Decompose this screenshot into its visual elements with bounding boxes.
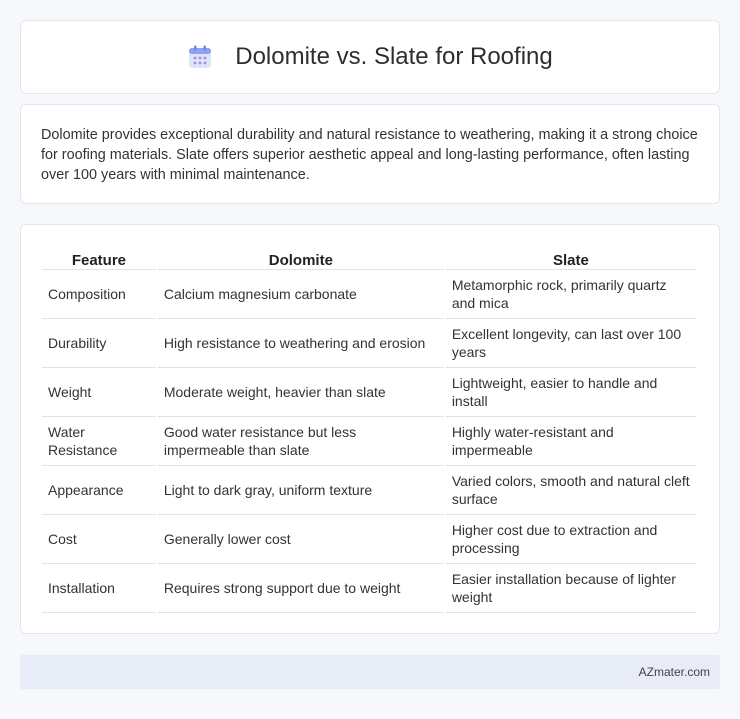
cell-dolomite: High resistance to weathering and erosion: [158, 319, 444, 368]
cell-dolomite: Light to dark gray, uniform texture: [158, 466, 444, 515]
title-card: [20, 20, 720, 94]
footer-site-name: AZmater.com: [638, 665, 710, 679]
header-slate: Slate: [446, 245, 696, 270]
cell-dolomite: Moderate weight, heavier than slate: [158, 368, 444, 417]
table-row: [42, 368, 696, 417]
table-row: [42, 417, 696, 466]
cell-feature: Water Resistance: [42, 417, 156, 466]
cell-feature: Cost: [42, 515, 156, 564]
calendar-icon: [187, 44, 213, 70]
table-row: [42, 270, 696, 319]
comparison-card: [20, 224, 720, 634]
cell-dolomite: Requires strong support due to weight: [158, 564, 444, 613]
table-row: [42, 466, 696, 515]
header-dolomite: Dolomite: [158, 245, 444, 270]
header-feature: Feature: [42, 245, 156, 270]
table-header-row: [42, 245, 696, 270]
table-row: [42, 319, 696, 368]
table-row: [42, 515, 696, 564]
comparison-table: [40, 245, 698, 613]
cell-feature: Appearance: [42, 466, 156, 515]
cell-slate: Higher cost due to extraction and processing: [446, 515, 696, 564]
cell-dolomite: Generally lower cost: [158, 515, 444, 564]
table-row: [42, 564, 696, 613]
cell-slate: Metamorphic rock, primarily quartz and mica: [446, 270, 696, 319]
cell-feature: Composition: [42, 270, 156, 319]
cell-slate: Varied colors, smooth and natural cleft surface: [446, 466, 696, 515]
footer: [20, 655, 720, 689]
intro-text: Dolomite provides exceptional durability and natural resistance to weathering, making it a strong choice for roofing materials. Slate offers superior aesthetic appeal and long-lasting performance, often lasting over 100 years with minimal maintenance.: [41, 127, 698, 183]
cell-feature: Weight: [42, 368, 156, 417]
intro-card: [20, 104, 720, 204]
cell-dolomite: Good water resistance but less impermeable than slate: [158, 417, 444, 466]
cell-slate: Lightweight, easier to handle and install: [446, 368, 696, 417]
cell-slate: Excellent longevity, can last over 100 years: [446, 319, 696, 368]
cell-slate: Highly water-resistant and impermeable: [446, 417, 696, 466]
cell-feature: Durability: [42, 319, 156, 368]
cell-feature: Installation: [42, 564, 156, 613]
cell-dolomite: Calcium magnesium carbonate: [158, 270, 444, 319]
cell-slate: Easier installation because of lighter weight: [446, 564, 696, 613]
page-title: Dolomite vs. Slate for Roofing: [235, 43, 553, 70]
